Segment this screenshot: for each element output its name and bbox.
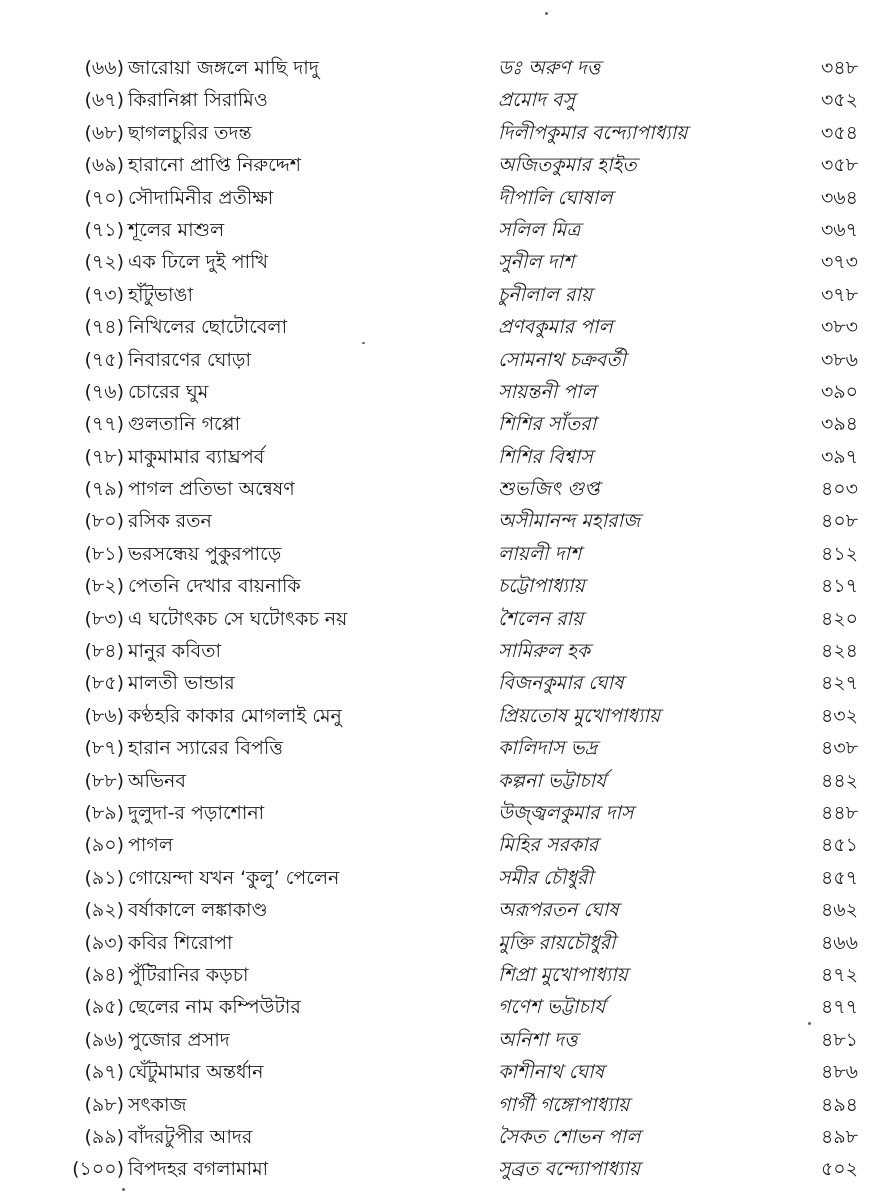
entry-title: বিপদহর বগলামামা [128, 1158, 269, 1181]
entry-number: (৬৭) [84, 89, 124, 112]
entry-number: (১০০) [72, 1158, 124, 1181]
entry-page-number: ৪২৪ [820, 640, 858, 663]
entry-title: কণ্ঠহরি কাকার মোগলাই মেনু [128, 704, 342, 727]
entry-author: সুনীল দাশ [498, 251, 575, 274]
entry-author: সামিরুল হক [498, 640, 591, 663]
entry-title: হারানো প্রাপ্তি নিরুদ্দেশ [128, 154, 302, 177]
entry-title: সৌদামিনীর প্রতীক্ষা [128, 186, 274, 209]
entry-author: কল্পনা ভট্টাচার্য [498, 769, 607, 792]
entry-author: দিলীপকুমার বন্দ্যোপাধ্যায় [498, 121, 688, 144]
toc-entry [0, 117, 893, 149]
entry-author: মিহির সরকার [498, 834, 599, 857]
entry-author: শৈলেন রায় [498, 607, 584, 630]
entry-title: নিখিলের ছোটোবেলা [128, 316, 288, 339]
entry-page-number: ৪০৩ [820, 478, 858, 501]
entry-page-number: ৪২৭ [820, 672, 858, 695]
entry-author: লায়লী দাশ [498, 542, 582, 565]
entry-page-number: ৪৩২ [820, 704, 858, 727]
entry-number: (৮৩) [84, 607, 124, 630]
toc-entry [0, 700, 893, 732]
toc-entry [0, 797, 893, 829]
toc-entry [0, 505, 893, 537]
entry-number: (৮৪) [84, 640, 124, 663]
entry-author: দীপালি ঘোষাল [498, 186, 613, 209]
toc-entry [0, 732, 893, 764]
entry-author: শিশির বিশ্বাস [498, 445, 593, 468]
entry-page-number: ৩৬৪ [820, 186, 858, 209]
toc-entry [0, 214, 893, 246]
entry-author: শিশির সাঁতরা [498, 413, 597, 436]
entry-number: (৭৪) [84, 316, 124, 339]
entry-title: পেতনি দেখার বায়নাকি [128, 575, 301, 598]
entry-page-number: ৪৯৮ [821, 1125, 858, 1148]
entry-title: মাকুমামার ব্যাঘ্রপর্ব [128, 445, 265, 468]
entry-title: চোরের ঘুম [128, 380, 209, 403]
entry-title: হারান স্যারের বিপত্তি [128, 737, 283, 760]
toc-entry [0, 635, 893, 667]
entry-page-number: ৪৭৭ [820, 996, 858, 1019]
print-speck [362, 342, 365, 344]
entry-title: সৎকাজ [128, 1093, 187, 1116]
entry-title: পাগল প্রতিভা অন্বেষণ [128, 478, 295, 501]
entry-title: এ ঘটোৎকচ সে ঘটোৎকচ নয় [128, 607, 348, 630]
toc-entry [0, 182, 893, 214]
entry-author: উজ্জ্বলকুমার দাস [498, 801, 634, 824]
entry-author: সুব্রত বন্দ্যোপাধ্যায় [498, 1158, 641, 1181]
entry-title: এক ঢিলে দুই পাখি [128, 251, 269, 274]
entry-page-number: ৪০৮ [820, 510, 858, 533]
entry-author: মুক্তি রায়চৌধুরী [498, 931, 616, 954]
entry-page-number: ৪৫৭ [820, 866, 858, 889]
toc-entry [0, 1089, 893, 1121]
entry-number: (৬৬) [84, 57, 124, 79]
toc-entry [0, 149, 893, 181]
toc-entry [0, 1121, 893, 1153]
toc-entry [0, 441, 893, 473]
entry-page-number: ৪৩৮ [820, 737, 858, 760]
toc-entry [0, 408, 893, 440]
entry-title: দুলুদা-র পড়াশোনা [128, 801, 265, 824]
entry-number: (৭৯) [84, 478, 124, 501]
entry-number: (৬৯) [84, 154, 124, 177]
entry-number: (৯৯) [84, 1125, 124, 1148]
entry-title: জারোয়া জঙ্গলে মাছি দাদু [128, 57, 319, 79]
entry-page-number: ৪৪২ [820, 769, 858, 792]
entry-title: হাঁটুভাঙা [128, 283, 193, 306]
entry-author: প্রণবকুমার পাল [498, 316, 613, 339]
entry-title: কবির শিরোপা [128, 931, 233, 954]
entry-author: বিজনকুমার ঘোষ [498, 672, 624, 695]
entry-number: (৯০) [84, 834, 124, 857]
toc-entry [0, 927, 893, 959]
entry-title: গোয়েন্দা যখন ‘কুলু’ পেলেন [128, 866, 340, 889]
toc-entry [0, 570, 893, 602]
entry-page-number: ৩৯৭ [820, 445, 858, 468]
entry-page-number: ৪৪৮ [821, 801, 858, 824]
toc-entry [0, 667, 893, 699]
entry-number: (৯৮) [84, 1093, 124, 1116]
toc-entry [0, 603, 893, 635]
print-speck [808, 1022, 811, 1025]
entry-number: (৯৫) [84, 996, 124, 1019]
entry-page-number: ৩৭৮ [820, 283, 858, 306]
entry-page-number: ৪৬৬ [820, 931, 858, 954]
entry-number: (৮২) [84, 575, 124, 598]
entry-author: সলিল মিত্র [498, 218, 581, 241]
entry-number: (৭৭) [84, 413, 124, 436]
toc-entry [0, 894, 893, 926]
toc-entry [0, 538, 893, 570]
entry-title: অভিনব [128, 769, 186, 792]
toc-entry [0, 376, 893, 408]
entry-title: ছাগলচুরির তদন্ত [128, 121, 252, 144]
entry-title: মানুর কবিতা [128, 640, 221, 663]
entry-author: ডঃ অরুণ দত্ত [498, 57, 601, 79]
entry-page-number: ৩৪৮ [820, 57, 858, 79]
entry-author: সৈকত শোভন পাল [498, 1125, 641, 1148]
entry-author: চট্টোপাধ্যায় [498, 575, 585, 598]
entry-title: কিরানিপ্পা সিরামিও [128, 89, 268, 112]
entry-author: প্রমোদ বসু [498, 89, 576, 112]
entry-page-number: ৫০২ [820, 1158, 858, 1181]
entry-number: (৮৯) [84, 801, 124, 824]
entry-author: অসীমানন্দ মহারাজ [498, 510, 641, 533]
entry-number: (৯২) [84, 899, 124, 922]
print-speck [545, 12, 548, 15]
entry-number: (৭৮) [84, 445, 124, 468]
entry-author: সোমনাথ চক্রবর্তী [498, 348, 626, 371]
entry-title: রসিক রতন [128, 510, 212, 533]
entry-number: (৯৩) [84, 931, 124, 954]
entry-title: মালতী ভান্ডার [128, 672, 235, 695]
entry-title: নিবারণের ঘোড়া [128, 348, 251, 371]
entry-author: সমীর চৌধুরী [498, 866, 593, 889]
entry-number: (৬৮) [84, 121, 124, 144]
entry-page-number: ৪২০ [820, 607, 858, 630]
toc-entry [0, 959, 893, 991]
toc-entry [0, 84, 893, 116]
entry-author: অনিশা দত্ত [498, 1028, 578, 1051]
entry-page-number: ৪৮১ [821, 1028, 858, 1051]
entry-number: (৭০) [84, 186, 124, 209]
entry-title: ঘেঁটুমামার অন্তর্ধান [128, 1061, 264, 1084]
entry-page-number: ৩৯০ [820, 380, 858, 403]
entry-title: গুলতানি গপ্পো [128, 413, 241, 436]
entry-page-number: ৩৮৬ [820, 348, 858, 371]
entry-number: (৮১) [84, 542, 124, 565]
entry-page-number: ৩৮৩ [820, 316, 858, 339]
toc-entry [0, 473, 893, 505]
entry-page-number: ৪৫১ [821, 834, 858, 857]
entry-page-number: ৩৫২ [820, 89, 858, 112]
entry-title: ভরসন্ধেয় পুকুরপাড়ে [128, 542, 282, 565]
entry-author: সায়ন্তনী পাল [498, 380, 596, 403]
entry-number: (৮৭) [84, 737, 124, 760]
toc-entry [0, 991, 893, 1023]
entry-number: (৭৬) [84, 380, 124, 403]
entry-author: গার্গী গঙ্গোপাধ্যায় [498, 1093, 630, 1116]
toc-entry [0, 1024, 893, 1056]
entry-page-number: ৪৮৬ [820, 1061, 858, 1084]
entry-title: বর্ষাকালে লঙ্কাকাণ্ড [128, 899, 268, 922]
toc-entry [0, 829, 893, 861]
entry-title: পুঁটিরানির কড়চা [128, 963, 249, 986]
entry-page-number: ৪৬২ [820, 899, 858, 922]
entry-page-number: ৪৯৪ [821, 1093, 858, 1116]
table-of-contents [0, 52, 893, 1186]
entry-title: শূলের মাশুল [128, 218, 225, 241]
entry-author: প্রিয়তোষ মুখোপাধ্যায় [498, 704, 661, 727]
entry-number: (৭২) [84, 251, 124, 274]
entry-author: অজিতকুমার হাইত [498, 154, 637, 177]
entry-number: (৮৬) [84, 704, 124, 727]
entry-author: শিপ্রা মুখোপাধ্যায় [498, 963, 628, 986]
toc-entry [0, 279, 893, 311]
entry-page-number: ৩৫৪ [820, 121, 858, 144]
entry-author: চুনীলাল রায় [498, 283, 593, 306]
entry-number: (৮০) [84, 510, 124, 533]
entry-page-number: ৩৫৮ [820, 154, 858, 177]
print-speck [122, 1188, 125, 1191]
entry-number: (৭১) [84, 218, 124, 241]
toc-entry [0, 344, 893, 376]
entry-page-number: ৩৯৪ [820, 413, 858, 436]
entry-author: গণেশ ভট্টাচার্য [498, 996, 606, 1019]
entry-author: কাশীনাথ ঘোষ [498, 1061, 605, 1084]
entry-title: পুজোর প্রসাদ [128, 1028, 230, 1051]
toc-entry [0, 52, 893, 84]
toc-entry [0, 311, 893, 343]
entry-number: (৯৬) [84, 1028, 124, 1051]
entry-page-number: ৪৭২ [820, 963, 858, 986]
entry-title: পাগল [128, 834, 174, 857]
entry-number: (৮৮) [84, 769, 124, 792]
toc-entry [0, 1056, 893, 1088]
entry-number: (৭৫) [84, 348, 124, 371]
entry-title: বাঁদরটুপীর আদর [128, 1125, 253, 1148]
entry-number: (৯১) [84, 866, 124, 889]
entry-number: (৯৪) [84, 963, 124, 986]
entry-number: (৭৩) [84, 283, 124, 306]
toc-entry [0, 246, 893, 278]
entry-author: অরূপরতন ঘোষ [498, 899, 619, 922]
toc-entry [0, 765, 893, 797]
entry-page-number: ৪১২ [820, 542, 858, 565]
toc-entry [0, 862, 893, 894]
entry-title: ছেলের নাম কম্পিউটার [128, 996, 301, 1019]
toc-entry [0, 1153, 893, 1185]
entry-author: কালিদাস ভদ্র [498, 737, 598, 760]
entry-number: (৮৫) [84, 672, 124, 695]
entry-page-number: ৩৭৩ [820, 251, 858, 274]
entry-number: (৯৭) [84, 1061, 124, 1084]
entry-page-number: ৪১৭ [820, 575, 858, 598]
entry-page-number: ৩৬৭ [820, 218, 858, 241]
entry-author: শুভজিৎ গুপ্ত [498, 478, 600, 501]
